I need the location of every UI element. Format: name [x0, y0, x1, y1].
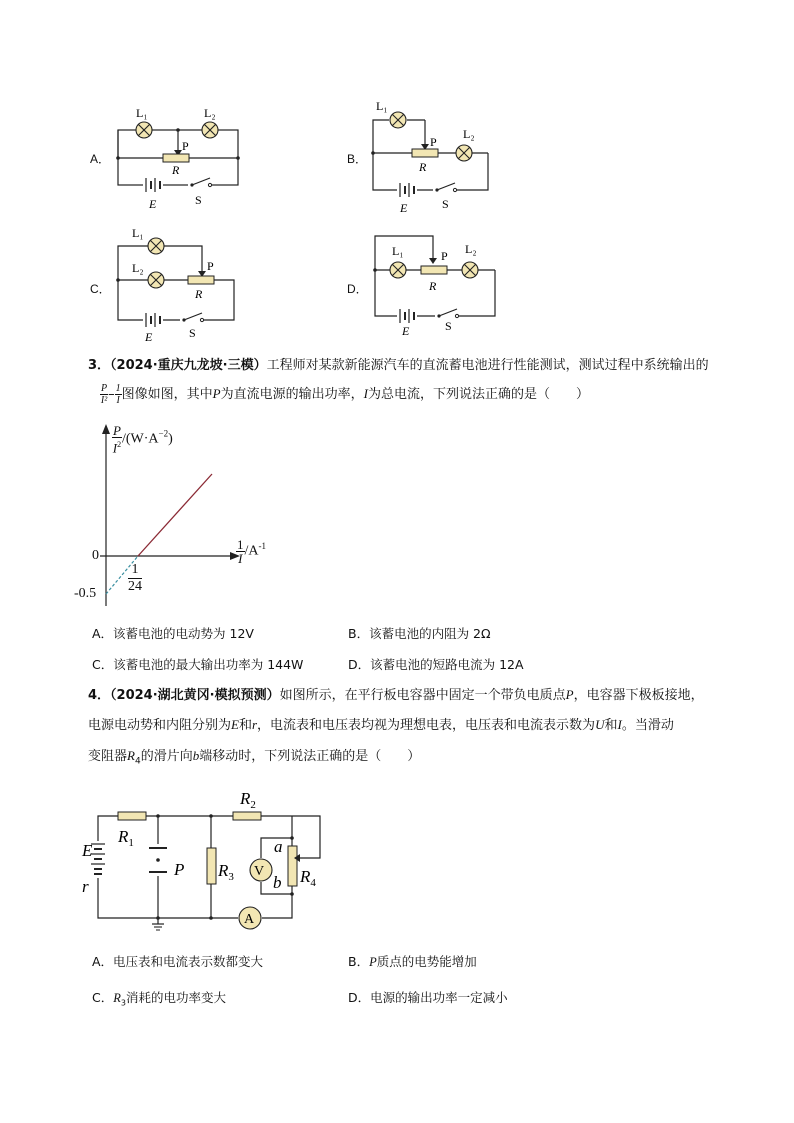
svg-text:R4: $R_4$ — [300, 867, 316, 889]
svg-text:E: E — [402, 324, 410, 338]
lamp-icon — [462, 262, 478, 278]
option-b-label: B． — [347, 152, 368, 166]
circuit-option-b — [345, 100, 515, 215]
svg-text:R: R — [172, 163, 180, 177]
q4-circuit-diagram — [78, 786, 338, 936]
svg-text:E: E — [400, 201, 408, 215]
svg-text:R: R — [195, 287, 203, 301]
circuit-d-diagram — [345, 222, 515, 342]
svg-text:r: r — [82, 877, 89, 896]
svg-text:L₁: L₁ — [136, 106, 148, 120]
svg-text:R: R — [429, 279, 437, 293]
svg-text:R3: $R_3$ — [218, 861, 234, 883]
q3-option-c[interactable]: C．该蓄电池的最大输出功率为 144W — [92, 657, 304, 672]
svg-text:a: a — [274, 837, 283, 856]
svg-text:L₁: L₁ — [392, 244, 404, 258]
svg-text:L₂: L₂ — [204, 106, 216, 120]
q4-option-d[interactable]: D．电源的输出功率一定减小 — [348, 990, 508, 1005]
svg-text:S: S — [445, 319, 452, 333]
svg-text:P: P — [174, 860, 185, 879]
svg-text:S: S — [442, 197, 449, 211]
svg-text:E: E — [149, 197, 157, 211]
svg-text:R1: $R_1$ — [118, 827, 134, 849]
question-4-line2: 电源电动势和内阻分别为E和r，电流表和电压表均视为理想电表，电压表和电流表示数为U和I。当滑动 — [88, 717, 674, 733]
q4-option-b[interactable]: B．P质点的电势能增加 — [348, 954, 477, 969]
q4-option-c[interactable]: C．$R_3$消耗的电功率变大 — [92, 990, 226, 1008]
svg-text:L₁: L₁ — [376, 100, 388, 113]
q3-option-d[interactable]: D．该蓄电池的短路电流为 12A — [348, 657, 524, 672]
lamp-icon — [390, 262, 406, 278]
lamp-icon — [202, 122, 218, 138]
svg-text:E: E — [82, 841, 93, 860]
circuit-a-diagram — [88, 100, 258, 215]
question-3-line1: 3．（2024·重庆九龙坡·三模）工程师对某款新能源汽车的直流蓄电池进行性能测试，测试过程中系统输出的 — [88, 358, 709, 373]
option-c-label: C． — [90, 282, 111, 296]
lamp-icon — [390, 112, 406, 128]
svg-text:P: P — [441, 249, 448, 263]
lamp-icon — [148, 238, 164, 254]
q3-graph: $\frac{P}{I^2}$ $/(W\cdot A^{-2})$ $\frac{1}{I}$ $/A^{-1}$ 0 -0.5 $\frac{1}{24}$ — [74, 423, 266, 601]
svg-text:S: S — [189, 326, 196, 340]
q3-option-b[interactable]: B．该蓄电池的内阻为 2Ω — [348, 626, 491, 641]
svg-text:V: V — [254, 864, 265, 879]
q3-option-a[interactable]: A．该蓄电池的电动势为 12V — [92, 626, 254, 641]
q4-option-a[interactable]: A．电压表和电流表示数都变大 — [92, 954, 264, 969]
svg-text:b: b — [273, 873, 282, 892]
question-4-line3: 变阻器$R_4$的滑片向b端移动时，下列说法正确的是（ ） — [88, 748, 421, 767]
lamp-icon — [136, 122, 152, 138]
question-4-line1: 4．（2024·湖北黄冈·模拟预测）如图所示，在平行板电容器中固定一个带负电质点P，电容器下极板接地， — [88, 687, 704, 703]
svg-text:R2: $R_2$ — [240, 789, 256, 811]
svg-text:P: P — [207, 259, 214, 273]
svg-text:L₂: L₂ — [463, 127, 475, 141]
svg-text:L₂: L₂ — [465, 242, 477, 256]
lamp-icon — [456, 145, 472, 161]
svg-text:E: E — [145, 330, 153, 342]
svg-text:L₁: L₁ — [132, 226, 144, 240]
option-d-label: D． — [347, 282, 368, 296]
circuit-option-a — [88, 100, 258, 215]
question-3-line2: $\frac{P}{\text{I²}}$ – $\frac{1}{I}$ 图像如图，其中P为直流电源的输出功率，I为总电流，下列说法正确的是（ ） — [100, 383, 589, 406]
circuit-option-c — [88, 222, 258, 342]
svg-text:A: A — [244, 912, 255, 927]
svg-text:P: P — [182, 139, 189, 153]
svg-text:L₂: L₂ — [132, 261, 144, 275]
svg-text:S: S — [195, 193, 202, 207]
circuit-c-diagram — [88, 222, 258, 342]
circuit-b-diagram — [345, 100, 515, 215]
svg-text:P: P — [430, 135, 437, 149]
svg-text:R: R — [419, 160, 427, 174]
lamp-icon — [148, 272, 164, 288]
option-a-label: A． — [90, 152, 111, 166]
circuit-option-d — [345, 222, 515, 342]
